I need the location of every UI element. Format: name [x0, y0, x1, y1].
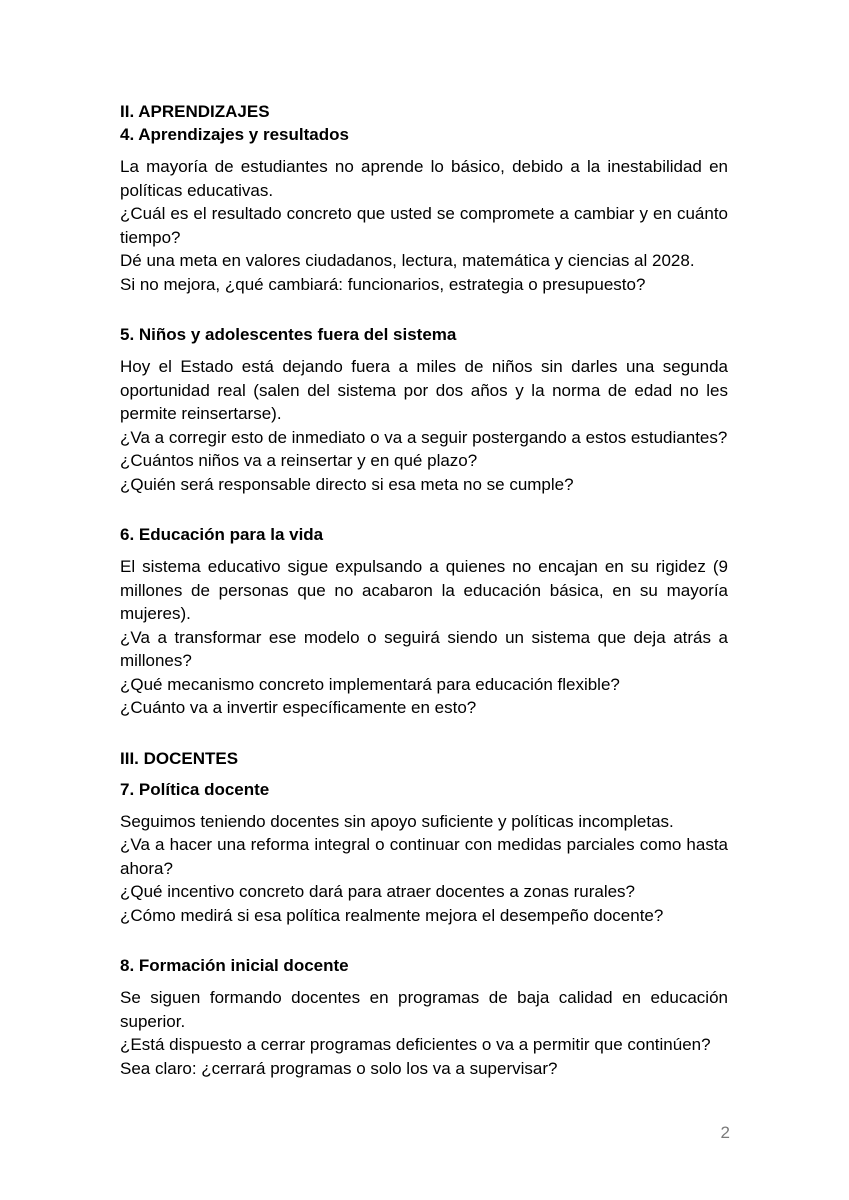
topic-title: 5. Niños y adolescentes fuera del sistema: [120, 325, 457, 344]
paragraph: Seguimos teniendo docentes sin apoyo suficiente y políticas incompletas.: [120, 811, 674, 831]
section-title-docentes: III. DOCENTES: [120, 748, 239, 768]
document-page: [120, 100, 728, 1080]
question: ¿Cuántos niños va a reinsertar y en qué plazo?: [120, 451, 478, 470]
topic-aprendizajes-resultados: [120, 123, 728, 296]
topic-title: 4. Aprendizajes y resultados: [120, 125, 349, 144]
paragraph: Hoy el Estado está dejando fuera a miles de niños sin darles una segunda oportunidad real (salen del sistema por dos años y la norma de edad no les permite reinsertarse).: [120, 357, 728, 423]
question: ¿Va a transformar ese modelo o seguirá siendo un sistema que deja atrás a millones?: [120, 627, 728, 670]
question: ¿Qué incentivo concreto dará para atraer docentes a zonas rurales?: [120, 882, 636, 901]
question: ¿Va a hacer una reforma integral o continuar con medidas parciales como hasta ahora?: [120, 835, 728, 878]
topic-title: 6. Educación para la vida: [120, 525, 324, 544]
question: ¿Está dispuesto a cerrar programas deficientes o va a permitir que continúen?: [120, 1035, 711, 1054]
topic-formacion-inicial-docente: [120, 954, 728, 1080]
topic-politica-docente: [120, 778, 728, 928]
topic-title: 7. Política docente: [120, 779, 270, 799]
question: ¿Cuál es el resultado concreto que usted se compromete a cambiar y en cuánto tiempo?: [120, 204, 728, 247]
question: ¿Cuánto va a invertir específicamente en esto?: [120, 698, 477, 717]
question: Si no mejora, ¿qué cambiará: funcionarios, estrategia o presupuesto?: [120, 274, 646, 294]
paragraph: La mayoría de estudiantes no aprende lo básico, debido a la inestabilidad en políticas educativas.: [120, 157, 728, 200]
question: ¿Va a corregir esto de inmediato o va a seguir postergando a estos estudiantes?: [120, 427, 728, 447]
question: Sea claro: ¿cerrará programas o solo los va a supervisar?: [120, 1058, 558, 1078]
topic-title: 8. Formación inicial docente: [120, 956, 349, 975]
question: ¿Qué mecanismo concreto implementará para educación flexible?: [120, 674, 620, 694]
topic-educacion-para-la-vida: [120, 523, 728, 720]
page-number: 2: [720, 1123, 730, 1142]
question: Dé una meta en valores ciudadanos, lectura, matemática y ciencias al 2028.: [120, 251, 695, 270]
section-title-aprendizajes: II. APRENDIZAJES: [120, 102, 270, 121]
question: ¿Quién será responsable directo si esa meta no se cumple?: [120, 474, 574, 494]
paragraph: Se siguen formando docentes en programas de baja calidad en educación superior.: [120, 988, 728, 1031]
topic-ninos-fuera-sistema: [120, 323, 728, 496]
question: ¿Cómo medirá si esa política realmente mejora el desempeño docente?: [120, 905, 664, 925]
paragraph: El sistema educativo sigue expulsando a quienes no encajan en su rigidez (9 millones de personas que no acabaron la educación básica, en su mayoría mujeres).: [120, 557, 728, 623]
